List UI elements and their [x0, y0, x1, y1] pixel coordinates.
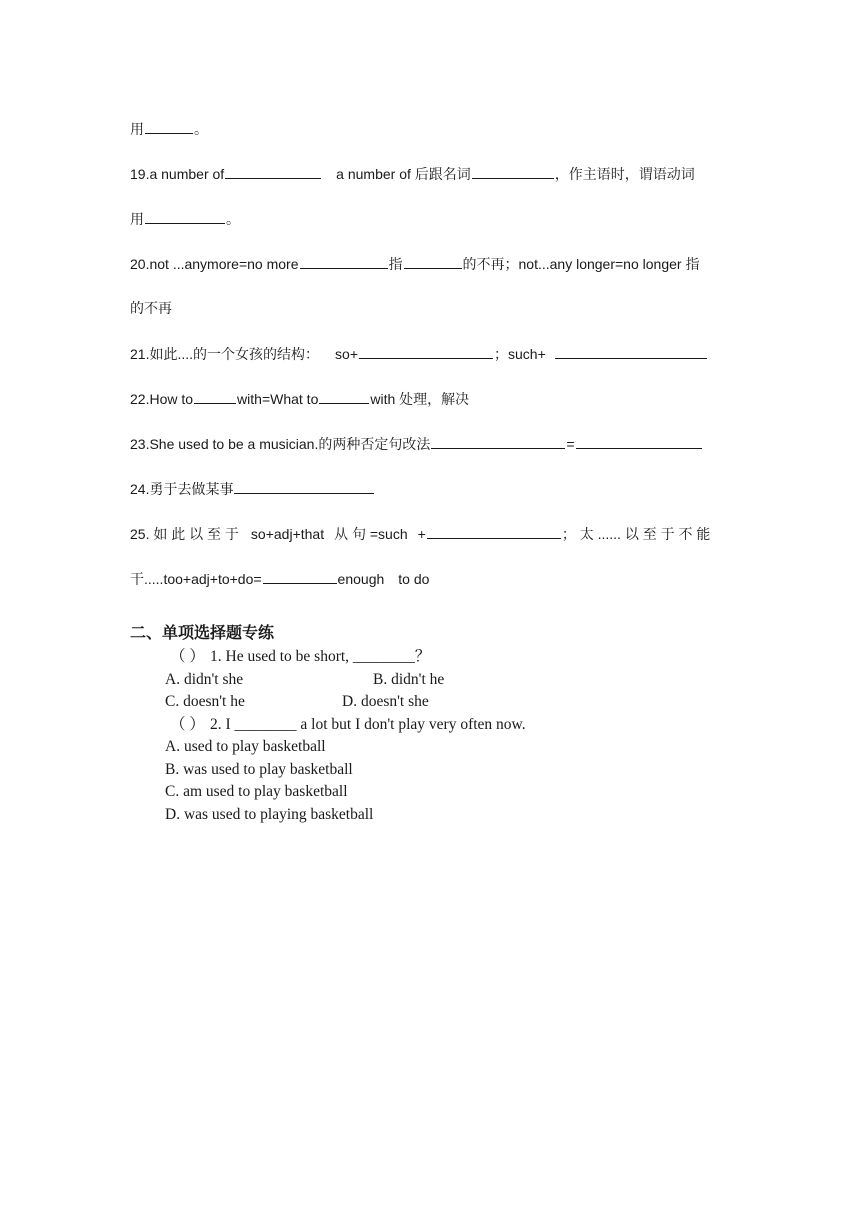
question-1-option-b[interactable]: B. didn't he	[373, 671, 445, 688]
answer-blank[interactable]	[555, 343, 707, 359]
fill-line-20	[130, 253, 730, 274]
answer-blank[interactable]	[404, 253, 462, 269]
line-text: so+	[335, 346, 358, 362]
question-1-stem	[170, 647, 430, 667]
question-2-option-b[interactable]: B. was used to play basketball	[165, 761, 353, 778]
line-text: to do	[398, 571, 430, 587]
question-2-option-a[interactable]: A. used to play basketball	[165, 738, 326, 755]
line-text: 。	[226, 211, 240, 227]
question-text: 2. I ________ a lot but I don't play very often now.	[210, 716, 526, 733]
question-2-option-d[interactable]: D. was used to playing basketball	[165, 806, 374, 823]
fill-line-19-continued	[130, 208, 730, 229]
line-text: 干.....too+adj+to+do=	[130, 571, 262, 587]
line-text: 从 句 =such	[334, 526, 408, 542]
answer-blank[interactable]	[576, 433, 702, 449]
line-text: enough	[337, 571, 385, 587]
line-text: 23.She used to be a musician.的两种否定句改法	[130, 436, 431, 452]
line-text: +	[417, 526, 426, 542]
question-text: 1. He used to be short, ________？	[210, 648, 431, 665]
line-text: with 处理，解决	[370, 391, 470, 407]
answer-blank[interactable]	[225, 163, 321, 179]
line-text: ； 太 ...... 以 至 于 不 能	[561, 526, 711, 542]
answer-blank[interactable]	[234, 478, 374, 494]
question-2-stem	[170, 715, 526, 735]
line-text: ，作主语时，谓语动词	[554, 166, 695, 182]
answer-blank[interactable]	[319, 388, 369, 404]
line-text: 用	[130, 211, 144, 227]
question-1-option-c[interactable]: C. doesn't he	[165, 693, 245, 710]
fill-line-21	[130, 343, 730, 364]
answer-blank[interactable]	[359, 343, 493, 359]
answer-blank[interactable]	[427, 523, 561, 539]
fill-line-22	[130, 388, 730, 409]
answer-blank[interactable]	[145, 118, 193, 134]
section-title: 二、单项选择题专练	[130, 623, 275, 642]
answer-paren[interactable]: （ ）	[170, 648, 205, 665]
line-text: 22.How to	[130, 391, 194, 407]
line-text: 21.如此....的一个女孩的结构：	[130, 346, 320, 362]
fill-line-25-continued	[130, 568, 730, 589]
question-1-option-a[interactable]: A. didn't she	[165, 671, 244, 688]
line-text: a number of 后跟名词	[336, 166, 471, 182]
answer-blank[interactable]	[194, 388, 236, 404]
answer-paren[interactable]: （ ）	[170, 716, 205, 733]
fill-line-19	[130, 163, 730, 184]
line-text: 指	[388, 256, 403, 272]
line-text: 25. 如 此 以 至 于	[130, 526, 239, 542]
answer-blank[interactable]	[145, 208, 225, 224]
line-text: 24.勇于去做某事	[130, 481, 234, 497]
answer-blank[interactable]	[300, 253, 388, 269]
line-text: 的不再；not...any longer=no longer 指	[462, 256, 700, 272]
line-text: ；such+	[494, 346, 546, 362]
line-text: with=What to	[237, 391, 319, 407]
line-text: 用	[130, 121, 144, 137]
answer-blank[interactable]	[431, 433, 565, 449]
answer-blank[interactable]	[472, 163, 554, 179]
question-2-option-c[interactable]: C. am used to play basketball	[165, 783, 348, 800]
line-text: 19.a number of	[130, 166, 225, 182]
fill-line-18-continued	[130, 118, 730, 139]
fill-line-23	[130, 433, 730, 454]
line-text: so+adj+that	[250, 526, 325, 542]
fill-line-25	[130, 523, 730, 544]
line-text: 。	[194, 121, 208, 137]
line-text: 的不再	[130, 300, 172, 316]
fill-line-24	[130, 478, 730, 499]
question-1-option-d[interactable]: D. doesn't she	[342, 693, 429, 710]
line-text: 20.not ...anymore=no more	[130, 256, 299, 272]
fill-line-20-continued	[130, 298, 730, 318]
answer-blank[interactable]	[263, 568, 337, 584]
line-text: =	[566, 436, 575, 452]
